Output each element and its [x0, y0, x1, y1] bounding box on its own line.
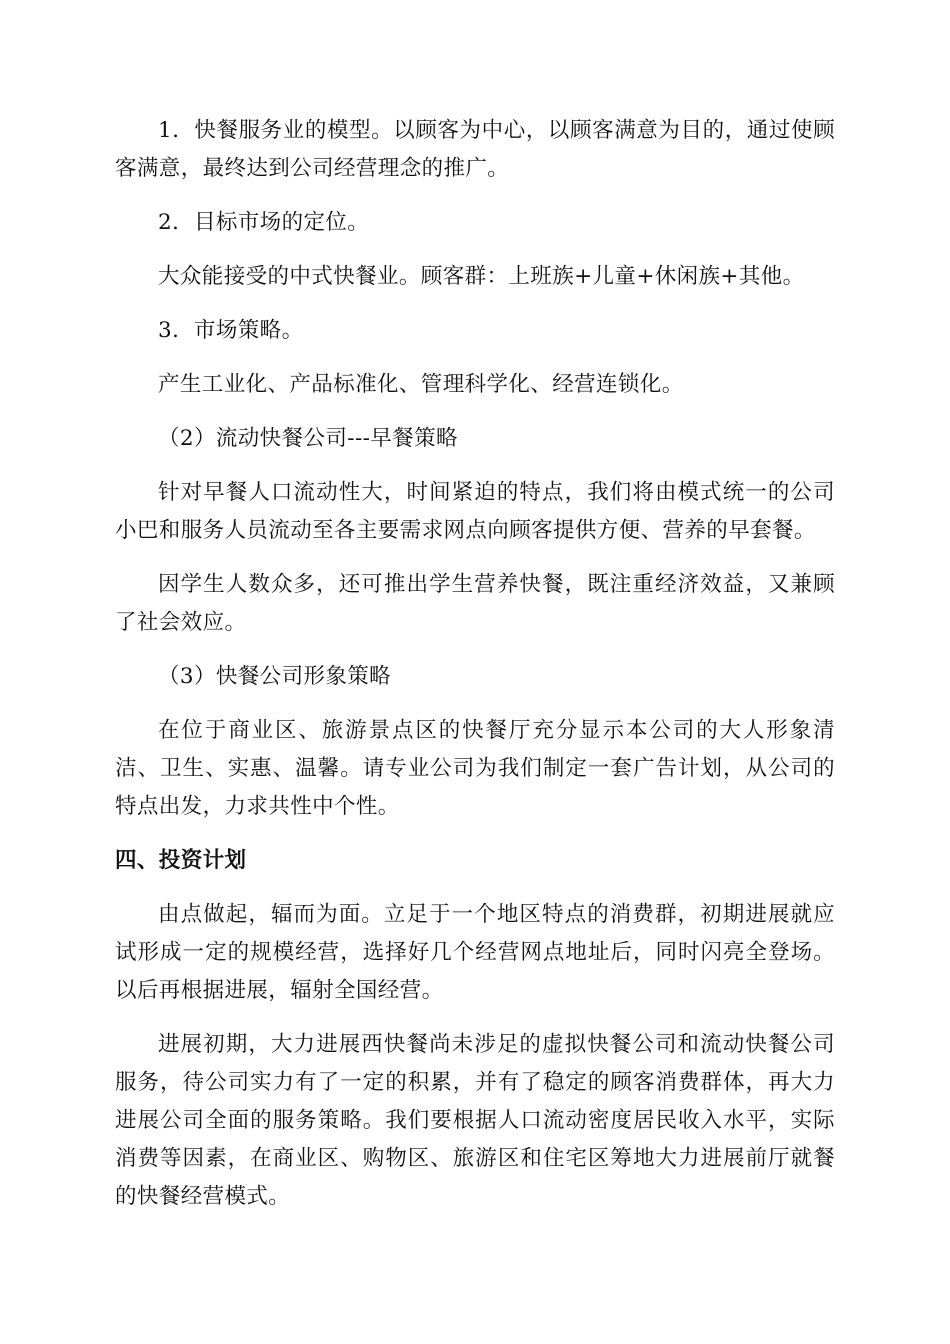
paragraph-expansion: 由点做起，辐而为面。立足于一个地区特点的消费群，初期进展就应试形成一定的规模经营，选择好几个经营网点地址后，同时闪亮全登场。以后再根据进展，辐射全国经营。: [115, 902, 835, 1003]
paragraph-service-model: 1．快餐服务业的模型。以顾客为中心，以顾客满意为目的，通过使顾客满意，最终达到公司经营理念的推广。: [115, 118, 835, 181]
document-body: [115, 112, 835, 1232]
paragraph-target-market: 2．目标市场的定位。: [158, 210, 370, 235]
paragraph-mobile-breakfast-title: （2）流动快餐公司---早餐策略: [158, 426, 458, 451]
paragraph-image-strategy: 在位于商业区、旅游景点区的快餐厅充分显示本公司的大人形象清洁、卫生、实惠、温馨。请专业公司为我们制定一套广告计划，从公司的特点出发，力求共性中个性。: [115, 718, 835, 819]
paragraph-initial-development: 进展初期，大力进展西快餐尚未涉足的虚拟快餐公司和流动快餐公司服务，待公司实力有了一定的积累，并有了稳定的顾客消费群体，再大力进展公司全面的服务策略。我们要根据人口流动密度居民收入水平，实际消费等因素，在商业区、购物区、旅游区和住宅区筹地大力进展前厅就餐的快餐经营模式。: [115, 1032, 835, 1209]
paragraph-customer-groups: 大众能接受的中式快餐业。顾客群：上班族+儿童+休闲族+其他。: [158, 264, 805, 289]
paragraph-industrialization: 产生工业化、产品标准化、管理科学化、经营连锁化。: [158, 372, 684, 397]
section-heading-investment-plan: 四、投资计划: [115, 848, 247, 873]
paragraph-market-strategy: 3．市场策略。: [158, 318, 304, 343]
paragraph-image-strategy-title: （3）快餐公司形象策略: [158, 664, 392, 689]
paragraph-student-meals: 因学生人数众多，还可推出学生营养快餐，既注重经济效益，又兼顾了社会效应。: [115, 572, 835, 635]
paragraph-breakfast-strategy: 针对早餐人口流动性大，时间紧迫的特点，我们将由模式统一的公司小巴和服务人员流动至各主要需求网点向顾客提供方便、营养的早套餐。: [115, 480, 835, 543]
